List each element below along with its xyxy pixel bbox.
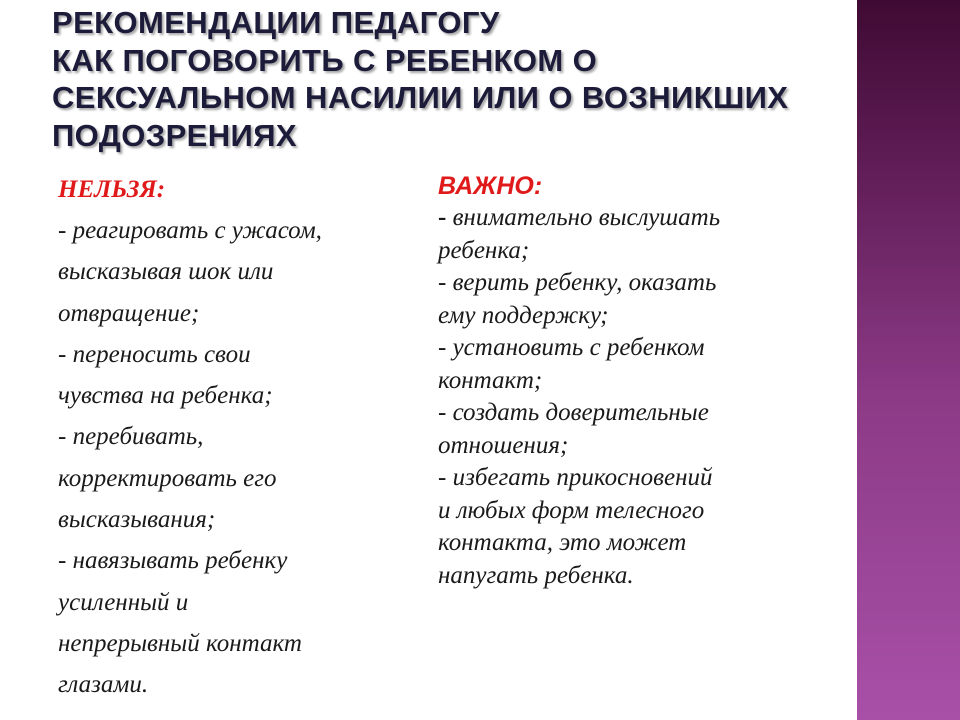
title-line: КАК ПОГОВОРИТЬ С РЕБЕНКОМ О	[52, 42, 598, 78]
important-line: отношения;	[438, 431, 569, 459]
important-line: напугать ребенка.	[438, 561, 634, 589]
decorative-side-band	[857, 0, 960, 720]
important-line: - создать доверительные	[438, 399, 709, 426]
important-line: контакта, это может	[438, 529, 687, 556]
important-heading: ВАЖНО:	[438, 172, 543, 200]
important-line	[438, 202, 838, 235]
important-line: контакт;	[438, 366, 543, 394]
important-line: и любых форм телесного	[438, 496, 705, 524]
title-line: СЕКСУАЛЬНОМ НАСИЛИИ ИЛИ О ВОЗНИКШИХ	[52, 80, 789, 115]
forbidden-line: - навязывать ребенку	[58, 547, 288, 575]
important-column	[438, 170, 838, 592]
forbidden-column	[58, 170, 410, 706]
forbidden-line: - перебивать,	[58, 423, 204, 451]
important-first-dash: -	[438, 204, 447, 231]
forbidden-line: - реагировать с ужасом,	[58, 217, 322, 244]
title-line: ПОДОЗРЕНИЯХ	[52, 117, 297, 153]
forbidden-line: отвращение;	[58, 299, 200, 327]
important-first-text: внимательно выслушать	[446, 204, 721, 231]
forbidden-line: высказывания;	[58, 506, 216, 534]
forbidden-line: чувства на ребенка;	[58, 382, 273, 410]
important-line: ребенка;	[438, 236, 530, 264]
forbidden-line: глазами.	[58, 671, 149, 699]
title-line: РЕКОМЕНДАЦИИ ПЕДАГОГУ	[52, 5, 500, 40]
slide-title	[52, 4, 852, 154]
forbidden-line: усиленный и	[58, 588, 189, 616]
important-line: - установить с ребенком	[438, 334, 705, 361]
important-line: - избегать прикосновений	[438, 464, 713, 491]
forbidden-line: высказывая шок или	[58, 258, 274, 286]
forbidden-heading: НЕЛЬЗЯ:	[58, 176, 166, 203]
important-line: - верить ребенку, оказать	[438, 269, 717, 296]
forbidden-line: корректировать его	[58, 464, 277, 492]
forbidden-line: - переносить свои	[58, 340, 251, 368]
important-line: ему поддержку;	[438, 301, 609, 329]
forbidden-line: непрерывный контакт	[58, 629, 302, 657]
